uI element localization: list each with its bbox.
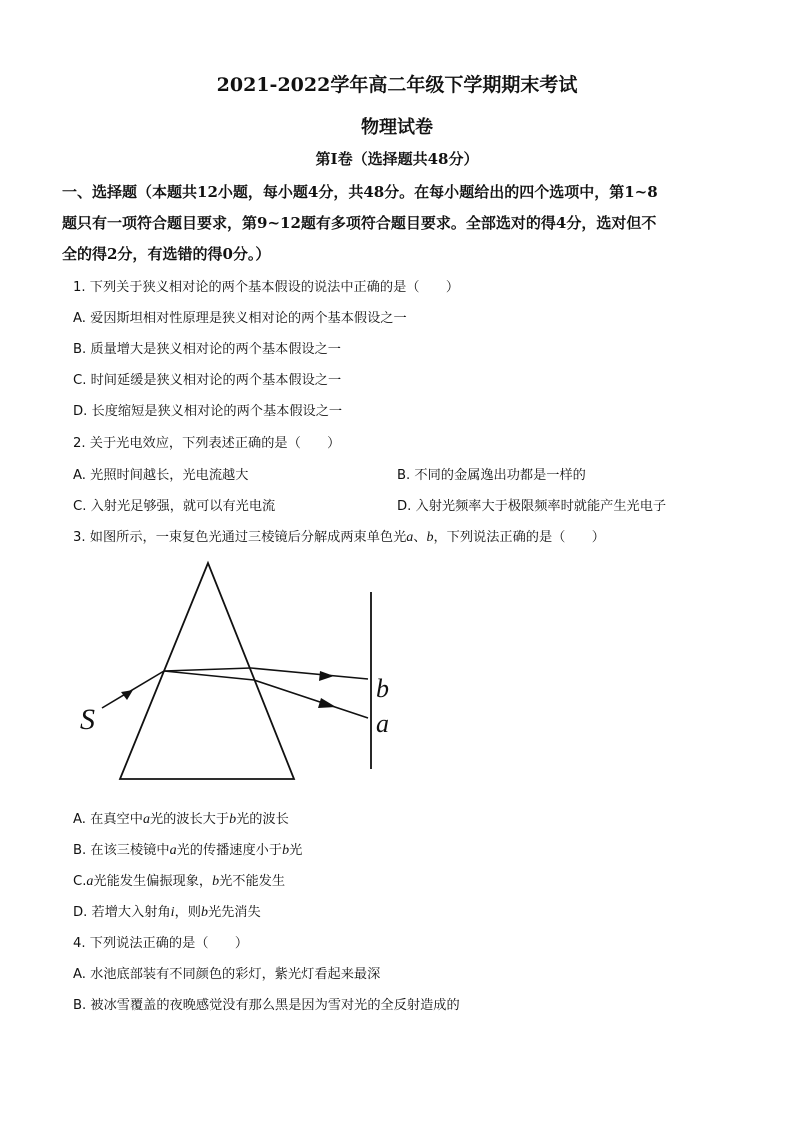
q3-a-post: 光的波长 <box>236 812 289 827</box>
q2-stem: 2. 关于光电效应，下列表述正确的是（ ） <box>73 436 341 451</box>
q3-a-var2: b <box>229 812 237 827</box>
arrow-a <box>318 698 336 708</box>
instructions-line-3: 全的得2分，有选错的得0分。） <box>62 245 271 263</box>
q4-option-a: A. 水池底部装有不同颜色的彩灯，紫光灯看起来最深 <box>73 967 381 982</box>
q1-option-b: B. 质量增大是狭义相对论的两个基本假设之一 <box>73 342 341 357</box>
q3-var-b: b <box>426 530 434 545</box>
q2-option-d: D. 入射光频率大于极限频率时就能产生光电子 <box>397 499 667 514</box>
instructions-line-1: 一、选择题（本题共12小题，每小题4分，共48分。在每小题给出的四个选项中，第1~8 <box>62 183 658 201</box>
q3-d-pre: D. 若增大入射角 <box>73 905 171 920</box>
q3-d-var1: i <box>170 905 175 920</box>
q3-option-d <box>73 901 261 921</box>
q3-stem <box>73 526 605 546</box>
ray-b-outside <box>251 668 368 679</box>
q3-b-pre: B. 在该三棱镜中 <box>73 843 170 858</box>
q1-option-c: C. 时间延缓是狭义相对论的两个基本假设之一 <box>73 373 342 388</box>
q3-b-mid: 光的传播速度小于 <box>176 843 283 858</box>
q1-stem: 1. 下列关于狭义相对论的两个基本假设的说法中正确的是（ ） <box>73 280 460 295</box>
q3-option-c <box>73 870 285 890</box>
label-a: a <box>376 709 389 738</box>
q3-a-mid: 光的波长大于 <box>149 812 230 827</box>
label-s: S <box>80 703 95 736</box>
q3-stem-pre: 3. 如图所示，一束复色光通过三棱镜后分解成两束单色光 <box>73 530 407 545</box>
q3-option-b <box>73 839 302 859</box>
ray-a-outside <box>254 680 368 718</box>
q3-c-var1: a <box>86 874 94 889</box>
q3-d-post: 光先消失 <box>207 905 261 920</box>
q3-c-mid: 光能发生偏振现象， <box>93 874 213 889</box>
q3-option-a <box>73 808 289 828</box>
q3-c-post: 光不能发生 <box>219 874 286 889</box>
q2-option-b: B. 不同的金属逸出功都是一样的 <box>397 468 586 483</box>
subject-title: 物理试卷 <box>361 117 433 138</box>
q3-d-var2: b <box>200 905 208 920</box>
q2-option-c: C. 入射光足够强，就可以有光电流 <box>73 499 276 514</box>
q3-stem-post: ，下列说法正确的是（ ） <box>433 530 605 545</box>
q3-var-a: a <box>406 530 414 545</box>
q2-option-a: A. 光照时间越长，光电流越大 <box>73 468 249 483</box>
prism-diagram <box>70 555 400 785</box>
instructions-line-2: 题只有一项符合题目要求，第9~12题有多项符合题目要求。全部选对的得4分，选对但不 <box>62 214 657 232</box>
q3-b-var2: b <box>282 843 290 858</box>
q4-stem: 4. 下列说法正确的是（ ） <box>73 936 249 951</box>
q3-a-pre: A. 在真空中 <box>73 812 143 827</box>
prism-triangle <box>120 563 294 779</box>
q3-b-var1: a <box>169 843 177 858</box>
q3-d-mid: ，则 <box>174 905 201 920</box>
ray-b-inside <box>164 668 251 671</box>
q3-c-pre: C. <box>73 874 87 889</box>
q3-a-var1: a <box>142 812 150 827</box>
arrow-b <box>319 671 334 681</box>
q1-option-d: D. 长度缩短是狭义相对论的两个基本假设之一 <box>73 404 343 419</box>
q3-sep: 、 <box>413 530 427 545</box>
incident-ray <box>102 671 164 708</box>
q3-c-var2: b <box>212 874 220 889</box>
section-title: 第Ⅰ卷（选择题共48分） <box>315 150 479 168</box>
ray-a-inside <box>164 671 254 680</box>
q3-b-post: 光 <box>289 843 303 858</box>
q4-option-b: B. 被冰雪覆盖的夜晚感觉没有那么黑是因为雪对光的全反射造成的 <box>73 998 460 1013</box>
q1-option-a: A. 爱因斯坦相对性原理是狭义相对论的两个基本假设之一 <box>73 311 407 326</box>
exam-title: 2021-2022学年高二年级下学期期末考试 <box>216 74 578 96</box>
label-b: b <box>376 674 389 703</box>
